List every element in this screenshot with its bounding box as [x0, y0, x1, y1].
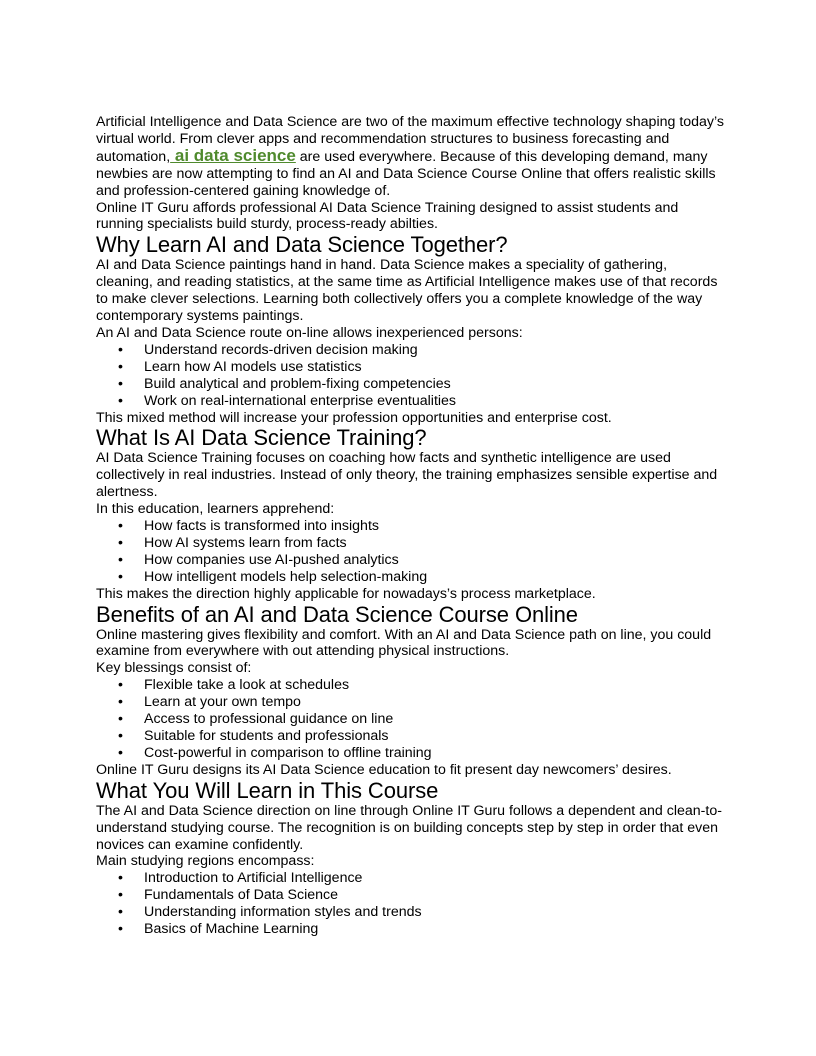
list-item-text: Learn how AI models use statistics: [144, 358, 362, 375]
bullet-icon: •: [118, 887, 123, 904]
section-paragraph: AI and Data Science paintings hand in hand. Data Science makes a speciality of gathering, cleaning, and reading statistics, at the same time as Artificial Intelligence makes use of that records to make clever selections. Learning both collectively offers you a complete knowledge of the way contemporary systems paintings.: [96, 257, 718, 325]
list-item-text: Suitable for students and professionals: [144, 728, 389, 744]
section-paragraph: In this education, learners apprehend:: [96, 501, 335, 518]
intro-text-after-link: are used everywhere. Because of this developing demand, many newbies are now attempting to find an AI and Data Science Course Online that offers realistic skills and profession-centered gaining knowledge of.: [96, 148, 716, 199]
ai-data-science-link[interactable]: ai data science: [170, 145, 296, 165]
bullet-icon: •: [118, 744, 123, 761]
bullet-icon: •: [118, 358, 123, 375]
bullet-icon: •: [118, 711, 123, 728]
section-paragraph: Key blessings consist of:: [96, 660, 252, 677]
list-item: [118, 904, 726, 921]
list-item: [118, 711, 726, 728]
section-paragraph: This makes the direction highly applicable for nowadays’s process marketplace.: [96, 585, 596, 602]
section-paragraph: This mixed method will increase your profession opportunities and enterprise cost.: [96, 409, 612, 426]
list-item: [118, 870, 726, 887]
list-item: [118, 518, 726, 535]
list-item: [118, 375, 726, 393]
list-item-text: Build analytical and problem-fixing competencies: [144, 375, 451, 392]
section-paragraph: The AI and Data Science direction on line through Online IT Guru follows a dependent and clean-to-understand studying course. The recognition is on building concepts step by step in order that even novices can examine confidently.: [96, 802, 722, 853]
intro-paragraph-2: Online IT Guru affords professional AI Data Science Training designed to assist students and running specialists build sturdy, process-ready abilties.: [96, 199, 679, 233]
bullet-list: [96, 518, 726, 586]
list-item: [118, 392, 726, 410]
list-item-text: Access to professional guidance on line: [144, 711, 394, 728]
section-heading-what-you-will-learn: What You Will Learn in This Course: [96, 777, 439, 803]
bullet-icon: •: [118, 568, 123, 585]
bullet-icon: •: [118, 551, 123, 568]
list-item-text: Flexible take a look at schedules: [144, 677, 350, 694]
list-item-text: How intelligent models help selection-making: [144, 568, 428, 585]
list-item-text: Understand records-driven decision making: [144, 341, 418, 358]
intro-paragraph: [96, 114, 726, 200]
list-item: [118, 694, 726, 711]
section-paragraph: Main studying regions encompass:: [96, 853, 315, 870]
bullet-icon: •: [118, 677, 123, 694]
bullet-list: [96, 677, 726, 762]
bullet-icon: •: [118, 392, 123, 409]
list-item-text: How facts is transformed into insights: [144, 518, 379, 535]
list-item: [118, 677, 726, 694]
document-page: [96, 114, 726, 938]
intro-text-before-link: Artificial Intelligence and Data Science are two of the maximum effective technology shaping today’s virtual world. From clever apps and recommendation structures to business forecasting and automation,: [96, 114, 725, 165]
list-item-text: Understanding information styles and trends: [144, 904, 422, 921]
bullet-icon: •: [118, 904, 123, 921]
section-heading-what-is-training: What Is AI Data Science Training?: [96, 425, 427, 451]
list-item: [118, 568, 726, 586]
bullet-list: [96, 342, 726, 410]
list-item-text: How companies use AI-pushed analytics: [144, 551, 399, 568]
list-item: [118, 921, 726, 938]
bullet-icon: •: [118, 870, 123, 887]
list-item-text: How AI systems learn from facts: [144, 534, 347, 551]
list-item-text: Basics of Machine Learning: [144, 921, 319, 938]
list-item: [118, 887, 726, 904]
list-item: [118, 728, 726, 745]
list-item: [118, 551, 726, 569]
bullet-icon: •: [118, 518, 123, 535]
list-item-text: Introduction to Artificial Intelligence: [144, 870, 363, 887]
bullet-icon: •: [118, 375, 123, 392]
section-paragraph: An AI and Data Science route on-line allows inexperienced persons:: [96, 324, 523, 341]
list-item-text: Cost-powerful in comparison to offline training: [144, 744, 432, 761]
bullet-list: [96, 870, 726, 938]
section-paragraph: Online IT Guru designs its AI Data Science education to fit present day newcomers’ desires.: [96, 761, 672, 778]
section-paragraph: Online mastering gives flexibility and comfort. With an AI and Data Science path on line, you could examine from everywhere with out attending physical instructions.: [96, 626, 712, 660]
list-item: [118, 534, 726, 552]
list-item: [118, 358, 726, 376]
section-paragraph: AI Data Science Training focuses on coaching how facts and synthetic intelligence are used collectively in real industries. Instead of only theory, the training emphasizes sensible expertise and alertness.: [96, 450, 718, 501]
bullet-icon: •: [118, 728, 123, 744]
list-item: [118, 744, 726, 762]
list-item: [118, 341, 726, 359]
bullet-icon: •: [118, 694, 123, 711]
section-heading-why-learn: Why Learn AI and Data Science Together?: [96, 232, 508, 258]
list-item-text: Fundamentals of Data Science: [144, 887, 339, 904]
section-heading-benefits: Benefits of an AI and Data Science Course Online: [96, 601, 578, 627]
list-item-text: Learn at your own tempo: [144, 694, 301, 711]
bullet-icon: •: [118, 921, 123, 938]
bullet-icon: •: [118, 341, 123, 358]
list-item-text: Work on real-international enterprise eventualities: [144, 392, 457, 409]
bullet-icon: •: [118, 534, 123, 551]
